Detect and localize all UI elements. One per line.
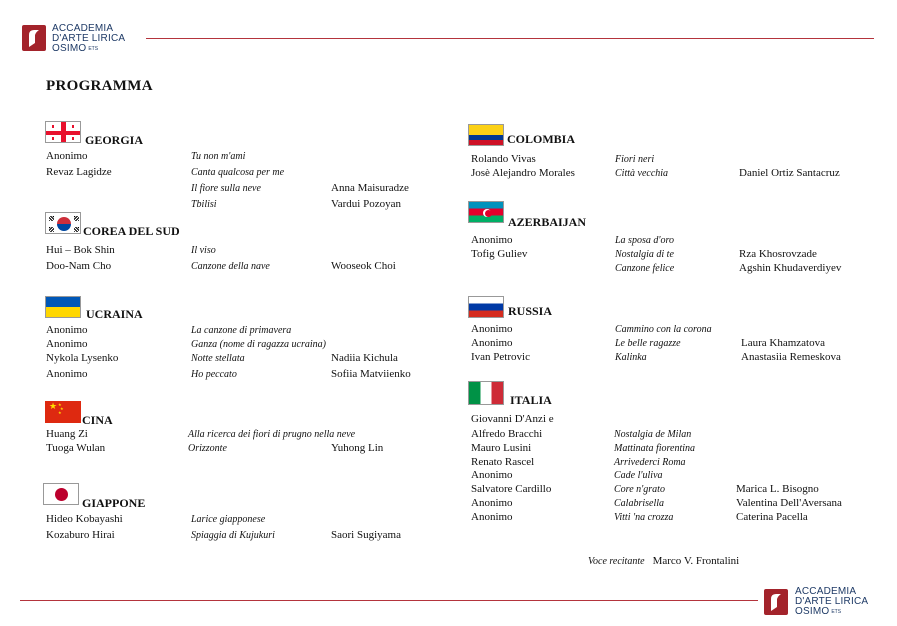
piece: Kalinka [615,352,647,363]
country-georgia: GEORGIA [85,133,144,147]
composer: Anonimo [471,323,513,335]
piece: Fiori neri [615,154,655,165]
performer: Saori Sugiyama [331,529,401,541]
piece: Cade l'uliva [614,470,663,481]
country-colombia: COLOMBIA [507,132,576,146]
piece: Canta qualcosa per me [191,167,285,178]
composer: Nykola Lysenko [46,352,119,364]
piece: Tbilisi [191,199,217,210]
performer: Daniel Ortiz Santacruz [739,167,840,179]
composer: Tuoga Wulan [46,442,106,454]
composer: Tofig Guliev [471,248,528,260]
piece: Canzone della nave [191,261,270,272]
composer: Renato Rascel [471,456,535,468]
performer: Wooseok Choi [331,260,396,272]
piece: Città vecchia [615,168,669,179]
composer: Doo-Nam Cho [46,260,112,272]
composer: Rolando Vivas [471,153,536,165]
piece: La sposa d'oro [615,235,675,246]
narrator-name: Marco V. Frontalini [652,555,740,567]
composer: Anonimo [471,234,513,246]
piece: Vitti 'na crozza [614,512,674,523]
narrator-credit [588,551,739,569]
composer: Hui – Bok Shin [46,244,115,256]
performer: Vardui Pozoyan [331,198,401,210]
composer: Anonimo [46,338,88,350]
country-china: CINA [82,413,113,427]
composer: Revaz Lagidze [46,166,112,178]
country-italy: ITALIA [510,393,552,407]
composer: Anonimo [46,368,88,380]
piece: Notte stellata [191,353,245,364]
piece: Core n'grato [614,484,665,495]
china-flag-icon: ★ ★ ★ ★ [45,401,81,423]
country-korea: COREA DEL SUD [83,224,180,238]
performer: Caterina Pacella [736,511,808,523]
logo-text: ACCADEMIA D'ARTE LIRICA OSIMO $^{ETS}$ [52,23,126,54]
composer: Anonimo [471,497,513,509]
performer: Valentina Dell'Aversana [736,497,842,509]
piece: Calabrisella [614,498,665,509]
piece: Tu non m'ami [191,151,246,162]
performer: Rza Khosrovzade [739,248,817,260]
header-rule [146,38,874,39]
composer: Anonimo [471,337,513,349]
footer-rule [20,600,758,601]
composer: Anonimo [471,469,513,481]
composer: Giovanni D'Anzi e [471,413,554,425]
piece: Larice giapponese [191,514,266,525]
performer: Anastasiia Remeskova [741,351,841,363]
piece: Spiaggia di Kujukuri [191,530,275,541]
piece: Ganza (nome di ragazza ucraina) [191,339,326,350]
composer: Huang Zi [46,428,88,440]
composer: Anonimo [471,511,513,523]
performer: Nadiia Kichula [331,352,398,364]
piece: Il fiore sulla neve [191,183,261,194]
piece: La canzone di primavera [191,325,292,336]
performer: Agshin Khudaverdiyev [739,262,842,274]
performer: Laura Khamzatova [741,337,825,349]
piece: Alla ricerca dei fiori di prugno nella neve [188,429,356,440]
piece: Orizzonte [188,443,227,454]
colombia-flag-icon [468,124,504,146]
piece: Ho peccato [191,369,237,380]
piece: Mattinata fiorentina [614,443,696,454]
italy-flag-icon [468,381,504,405]
south-korea-flag-icon [45,212,81,234]
piece: Le belle ragazze [615,338,681,349]
composer: Ivan Petrovic [471,351,530,363]
composer: Mauro Lusini [471,442,532,454]
composer: Alfredo Bracchi [471,428,543,440]
piece: Arrivederci Roma [614,457,686,468]
piece: Il viso [191,245,216,256]
azerbaijan-flag-icon [468,201,504,223]
narrator-label: Voce recitante [588,556,645,567]
country-japan: GIAPPONE [82,496,146,510]
country-azerbaijan: AZERBAIJAN [508,215,587,229]
country-russia: RUSSIA [508,304,553,318]
performer: Anna Maisuradze [331,182,409,194]
logo-symbol-icon [22,25,46,51]
composer: Salvatore Cardillo [471,483,552,495]
composer: Josè Alejandro Morales [471,167,575,179]
logo-symbol-icon [764,589,788,615]
performer: Marica L. Bisogno [736,483,819,495]
composer: Anonimo [46,324,88,336]
ukraine-flag-icon [45,296,81,318]
performer: Sofiia Matviienko [331,368,411,380]
footer-logo-text: ACCADEMIA D'ARTE LIRICA OSIMO $^{ETS}$ [795,586,869,617]
piece: Cammino con la corona [615,324,712,335]
georgia-flag-icon [45,121,81,143]
page-title: PROGRAMMA [46,78,153,94]
performer: Yuhong Lin [331,442,384,454]
japan-flag-icon [43,483,79,505]
piece: Nostalgia de Milan [614,429,692,440]
piece: Nostalgia di te [615,249,674,260]
composer: Kozaburo Hirai [46,529,115,541]
logo-mark [22,25,46,51]
country-ukraine: UCRAINA [86,307,143,321]
composer: Anonimo [46,150,88,162]
footer-logo-mark [764,589,788,615]
piece: Canzone felice [615,263,675,274]
composer: Hideo Kobayashi [46,513,123,525]
russia-flag-icon [468,296,504,318]
